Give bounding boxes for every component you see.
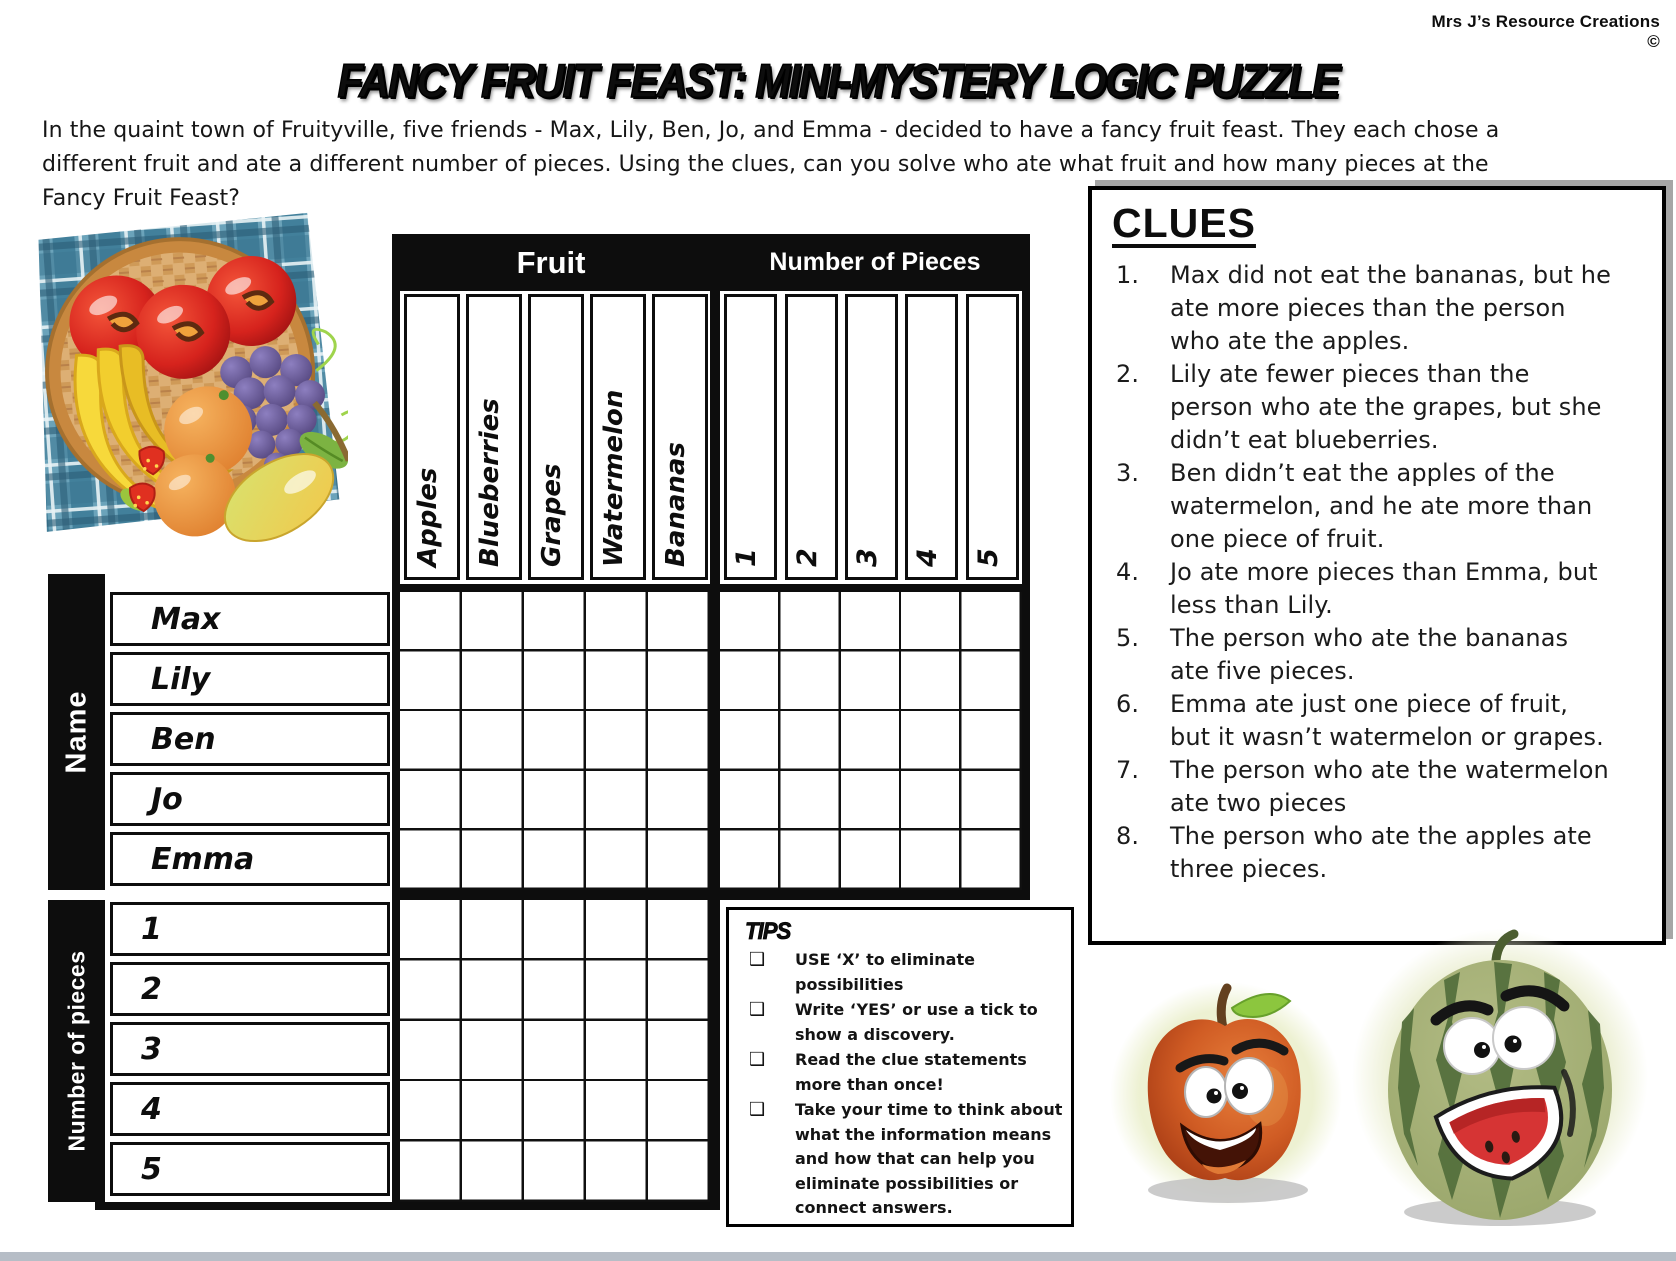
pieces-axis-label: Number of pieces (63, 950, 89, 1152)
column-header-blueberries: Blueberries (466, 294, 522, 580)
clues-heading: CLUES (1112, 200, 1256, 246)
clue-item-4: 4. Jo ate more pieces than Emma, but less than Lily. (1116, 558, 1598, 619)
row-label-jo: Jo (110, 772, 390, 826)
row-label-2: 2 (110, 962, 390, 1016)
checkbox-icon: ❑ (749, 949, 766, 970)
credit-text: Mrs J’s Resource Creations © (1431, 12, 1660, 51)
name-axis-bar (48, 574, 105, 890)
tips-heading: TIPS (745, 918, 791, 945)
column-header-3: 3 (845, 294, 898, 580)
apple-eye-right (1225, 1058, 1273, 1114)
grid-border-middle (710, 291, 720, 1210)
pieces-axis-bar (48, 900, 105, 1202)
row-label-ben: Ben (110, 712, 390, 766)
name-axis-label: Name (60, 690, 92, 774)
page-title: FANCY FRUIT FEAST: MINI-MYSTERY LOGIC PUZZLE (337, 54, 1339, 108)
intro-paragraph: In the quaint town of Fruityville, five friends - Max, Lily, Ben, Jo, and Emma - decided to have a fancy fruit feast. They each chose a different fruit and ate a different number of pieces. Using the clues, can you solve who ate what fruit and how many pieces at the Fancy Fruit Feast? (42, 118, 1500, 211)
tips-list (729, 948, 1071, 1222)
clue-item-6: 6. Emma ate just one piece of fruit, but it wasn’t watermelon or grapes. (1116, 690, 1604, 751)
answer-cells-names-pieces[interactable] (720, 592, 1022, 890)
tips-box (726, 907, 1074, 1227)
clue-item-5: 5. The person who ate the bananas ate five pieces. (1116, 624, 1569, 685)
checkbox-icon: ❑ (749, 1049, 766, 1070)
row-label-emma: Emma (110, 832, 390, 886)
grid-border-mid-horizontal (392, 890, 1030, 900)
melon-eye-left (1444, 1018, 1500, 1074)
grid-border-right (1022, 291, 1030, 900)
column-header-5: 5 (966, 294, 1019, 580)
clue-item-7: 7. The person who ate the watermelon ate two pieces (1116, 756, 1609, 817)
clue-item-1: 1. Max did not eat the bananas, but he ate more pieces than the person who ate the apples. (1116, 261, 1611, 355)
clues-list (1092, 259, 1662, 886)
clues-box (1088, 186, 1666, 945)
row-label-4: 4 (110, 1082, 390, 1136)
grid-border-bottom (95, 1202, 720, 1210)
answer-cells-pieces-fruits[interactable] (400, 900, 710, 1202)
row-label-5: 5 (110, 1142, 390, 1196)
grid-border-under-headers (392, 584, 1030, 592)
apple-cartoon-illustration (1106, 966, 1350, 1218)
row-label-lily: Lily (110, 652, 390, 706)
column-header-apples: Apples (404, 294, 460, 580)
tip-item: ❑ Write ‘YES’ or use a tick to show a discovery. (749, 999, 1038, 1044)
tip-item: ❑ Take your time to think about what the information means and how that can help you eliminate possibilities or connect answers. (749, 1099, 1063, 1217)
column-header-watermelon: Watermelon (590, 294, 646, 580)
clue-item-3: 3. Ben didn’t eat the apples of the watermelon, and he ate more than one piece of fruit. (1116, 459, 1593, 553)
column-header-1: 1 (724, 294, 777, 580)
row-label-max: Max (110, 592, 390, 646)
window-bottom-bar (0, 1252, 1676, 1261)
tip-item: ❑ Read the clue statements more than once! (749, 1049, 1027, 1094)
answer-cells-names-fruits[interactable] (400, 592, 710, 890)
pieces-group-header: Number of Pieces (769, 248, 981, 276)
apple-eye-left (1185, 1067, 1227, 1117)
melon-eye-right (1493, 1007, 1555, 1069)
column-header-2: 2 (785, 294, 838, 580)
watermelon-cartoon-illustration (1348, 922, 1652, 1240)
checkbox-icon: ❑ (749, 999, 766, 1020)
clue-item-2: 2. Lily ate fewer pieces than the person who ate the grapes, but she didn’t eat blueberries. (1116, 360, 1602, 454)
grid-border-left (392, 291, 400, 1210)
fruit-group-header: Fruit (516, 245, 586, 280)
column-header-grapes: Grapes (528, 294, 584, 580)
column-header-4: 4 (905, 294, 958, 580)
tip-item: ❑ USE ‘X’ to eliminate possibilities (749, 949, 975, 994)
row-label-3: 3 (110, 1022, 390, 1076)
apple-shadow (1148, 1177, 1308, 1203)
checkbox-icon: ❑ (749, 1099, 766, 1120)
row-label-1: 1 (110, 902, 390, 956)
column-header-bananas: Bananas (652, 294, 708, 580)
clue-item-8: 8. The person who ate the apples ate three pieces. (1116, 822, 1592, 883)
